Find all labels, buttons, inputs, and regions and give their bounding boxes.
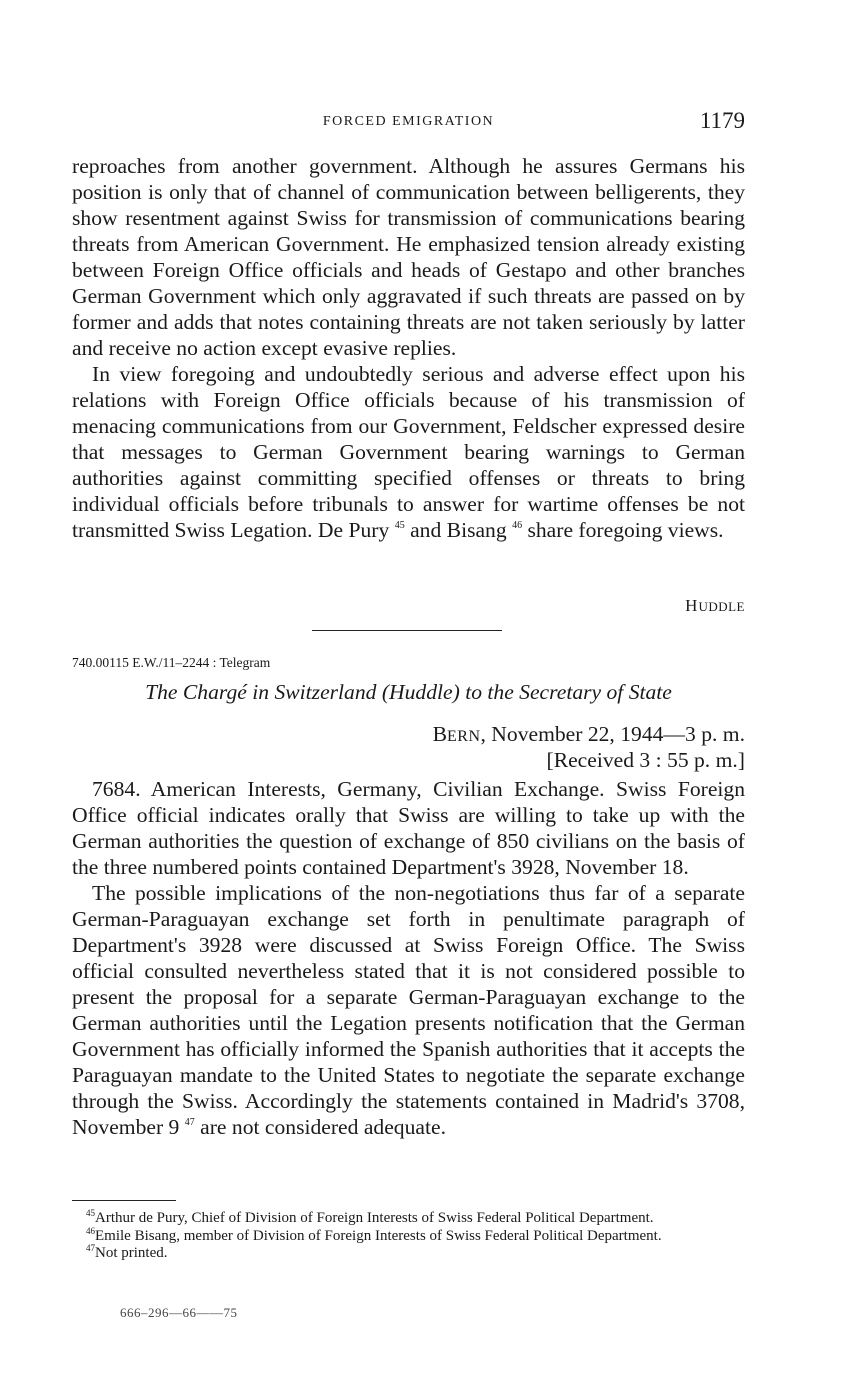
running-head: [72, 108, 745, 138]
section1-text: [72, 153, 745, 543]
section1-paragraph-1: reproaches from another government. Although he assures Germans his position is only that of channel of communication between belligerents, they show resentment against Swiss for transmission of communications bearing threats from American Government. He emphasized tension already existing between Foreign Office officials and heads of Gestapo and other branches German Government which only aggravated if such threats are passed on by former and adds that notes containing threats are not taken seriously by latter and receive no action except evasive replies.: [72, 154, 745, 360]
section1-paragraph-2: [72, 361, 745, 543]
file-reference: 740.00115 E.W./11–2244 : Telegram: [72, 655, 271, 670]
para2-mid-text: and Bisang: [410, 518, 507, 542]
footnote-rule: [72, 1200, 176, 1201]
doc2-para2-end: are not considered adequate.: [200, 1115, 446, 1139]
footnote-ref-45: 45: [394, 520, 405, 531]
footnote-45: $^{45}$Arthur de Pury, Chief of Division of Foreign Interests of Swiss Federal Political Department.: [86, 1208, 654, 1226]
print-code: 666–296—66——75: [120, 1305, 238, 1320]
footnote-ref-46: 46: [512, 520, 523, 531]
footnote-46: $^{46}$Emile Bisang, member of Division of Foreign Interests of Swiss Federal Political Department.: [86, 1225, 662, 1244]
document2-paragraph-1: 7684. American Interests, Germany, Civilian Exchange. Swiss Foreign Office official indicates orally that Swiss are willing to take up with the German authorities the question of exchange of 850 civilians on the basis of the three numbered points contained Department's 3928, November 18.: [72, 777, 745, 879]
para2-main-text: In view foregoing and undoubtedly serious and adverse effect upon his relations with Foreign Office officials because of his transmission of menacing communications from our Government, Feldscher expressed desire that messages to German Government bearing warnings to German authorities against committing specified offenses or threats to bring individual officials before tribunals to answer for wartime offenses be not transmitted Swiss Legation. De Pury: [72, 362, 745, 542]
signature: HUDDLE: [685, 596, 745, 615]
footnotes: [72, 1210, 745, 1263]
footnote-47: $^{47}$Not printed.: [86, 1243, 168, 1261]
footnote-ref-47: 47: [184, 1117, 195, 1128]
page-number: 1179: [699, 108, 745, 133]
para2-end-text: share foregoing views.: [527, 518, 724, 542]
document-title: The Chargé in Switzerland (Huddle) to the Secretary of State: [145, 680, 672, 704]
document2-text: [72, 776, 745, 1140]
running-title: FORCED EMIGRATION: [322, 114, 495, 129]
doc2-para2-main: The possible implications of the non-negotiations thus far of a separate German-Paraguayan exchange set forth in penultimate paragraph of Department's 3928 were discussed at Swiss Foreign Office. The Swiss official consulted nevertheless stated that it is not considered possible to present the proposal for a separate German-Paraguayan exchange to the German authorities until the Legation presents notification that the German Government has officially informed the Spanish authorities that it accepts the Paraguayan mandate to the United States to negotiate the separate exchange through the Swiss. Accordingly the statements contained in Madrid's 3708, November 9: [72, 881, 745, 1139]
document2-paragraph-2: [72, 880, 745, 1140]
dateline: BERN, November 22, 1944—3 p. m.: [432, 722, 745, 746]
received-time: [Received 3 : 55 p. m.]: [546, 748, 745, 772]
section-divider: [312, 630, 502, 631]
